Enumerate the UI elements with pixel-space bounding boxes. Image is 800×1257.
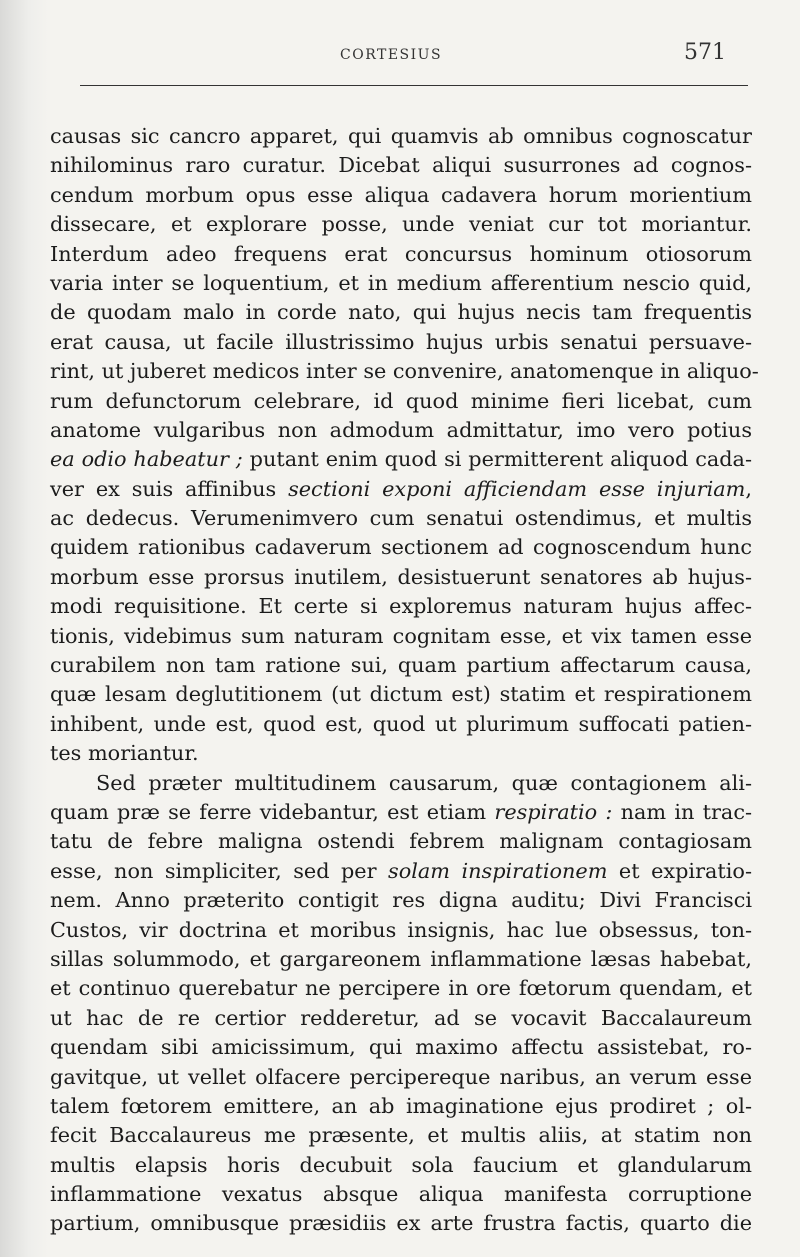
text-segment: modi requisitione. Et certe si exploremus naturam hujus affec- <box>50 594 752 619</box>
text-line <box>50 1092 752 1121</box>
text-line <box>50 945 752 974</box>
text-line <box>50 1063 752 1092</box>
italic-text: sectioni exponi afficiendam esse injuriam <box>288 476 746 501</box>
text-segment: ut hac de re certior redderetur, ad se vocavit Baccalaureum <box>50 1005 752 1030</box>
text-line <box>50 1209 752 1238</box>
page-edge-shadow <box>0 0 48 1257</box>
text-segment: quæ lesam deglutitionem (ut dictum est) statim et respirationem <box>50 682 752 707</box>
text-segment: fecit Baccalaureus me præsente, et multis aliis, at statim non <box>50 1123 752 1148</box>
text-line <box>50 1151 752 1180</box>
text-line <box>50 387 752 416</box>
text-line <box>50 827 752 856</box>
text-segment: morbum esse prorsus inutilem, desistuerunt senatores ab hujus- <box>50 564 752 589</box>
text-segment: et continuo querebatur ne percipere in ore fœtorum quendam, et <box>50 976 752 1001</box>
page-number: 571 <box>684 40 726 65</box>
text-segment: nem. Anno præterito contigit res digna auditu; Divi Francisci <box>50 888 752 913</box>
text-segment: causas sic cancro apparet, qui quamvis ab omnibus cognoscatur <box>50 124 752 148</box>
text-line <box>50 916 752 945</box>
italic-text: ea odio habeatur ; <box>50 447 243 472</box>
text-segment: et expiratio- <box>607 858 752 883</box>
text-line <box>50 122 752 151</box>
text-segment: inhibent, unde est, quod est, quod ut plurimum suffocati patien- <box>50 711 752 736</box>
text-segment: gavitque, ut vellet olfacere percipereque naribus, an verum esse <box>50 1064 752 1089</box>
text-segment: quam præ se ferre videbantur, est etiam <box>50 799 495 824</box>
text-segment: ver ex suis affinibus <box>50 476 289 501</box>
text-segment: , <box>745 476 752 501</box>
text-segment: tatu de febre maligna ostendi febrem malignam contagiosam <box>50 829 752 854</box>
page-header <box>0 38 800 78</box>
text-segment: sillas solummodo, et gargareonem inflammatione læsas habebat, <box>50 946 752 971</box>
text-segment: quidem rationibus cadaverum sectionem ad cognoscendum hunc <box>50 535 752 560</box>
text-segment: nam in trac- <box>612 799 753 824</box>
body-text <box>50 122 759 1239</box>
text-line <box>50 357 759 386</box>
text-line <box>50 739 752 768</box>
text-line <box>50 592 752 621</box>
text-segment: rum defunctorum celebrare, id quod minime fieri licebat, cum <box>50 388 752 413</box>
text-line <box>50 416 752 445</box>
text-line <box>50 857 752 886</box>
text-segment: dissecare, et explorare posse, unde veniat cur tot moriantur. <box>50 212 752 237</box>
text-segment: multis elapsis horis decubuit sola faucium et glandularum <box>50 1152 752 1177</box>
text-line <box>50 710 752 739</box>
text-line <box>50 769 752 798</box>
text-segment: inflammatione vexatus absque aliqua manifesta corruptione <box>50 1182 752 1207</box>
text-segment: Sed præter multitudinem causarum, quæ contagionem ali- <box>96 770 752 795</box>
text-line <box>50 798 752 827</box>
text-line <box>50 974 752 1003</box>
text-segment: partium, omnibusque præsidiis ex arte frustra factis, quarto die <box>50 1211 752 1236</box>
text-segment: talem fœtorem emittere, an ab imaginatione ejus prodiret ; ol- <box>50 1093 752 1118</box>
text-line <box>50 651 752 680</box>
text-line <box>50 563 752 592</box>
text-segment: Interdum adeo frequens erat concursus hominum otiosorum <box>50 241 752 266</box>
text-segment: tionis, videbimus sum naturam cognitam esse, et vix tamen esse <box>50 623 752 648</box>
text-segment: curabilem non tam ratione sui, quam partium affectarum causa, <box>50 653 752 678</box>
italic-text: solam inspirationem <box>388 858 608 883</box>
text-line <box>50 210 752 239</box>
text-segment: ac dedecus. Verumenimvero cum senatui ostendimus, et multis <box>50 506 752 531</box>
italic-text: respiratio : <box>494 799 613 824</box>
text-line <box>50 298 752 327</box>
text-line <box>50 1004 752 1033</box>
header-rule <box>80 85 748 86</box>
text-line <box>50 1121 752 1150</box>
text-line <box>50 181 752 210</box>
text-line <box>50 504 752 533</box>
text-segment: putant enim quod si permitterent aliquod cada- <box>242 447 752 472</box>
text-segment: anatome vulgaribus non admodum admittatur, imo vero potius <box>50 417 752 442</box>
text-segment: de quodam malo in corde nato, qui hujus necis tam frequentis <box>50 300 752 325</box>
text-line <box>50 475 752 504</box>
text-line <box>50 680 752 709</box>
text-segment: quendam sibi amicissimum, qui maximo affectu assistebat, ro- <box>50 1035 752 1060</box>
text-line <box>50 533 752 562</box>
text-segment: rint, ut juberet medicos inter se convenire, anatomenque in aliquo- <box>50 359 759 384</box>
text-segment: varia inter se loquentium, et in medium afferentium nescio quid, <box>50 270 752 295</box>
text-segment: esse, non simpliciter, sed per <box>50 858 389 883</box>
text-segment: nihilominus raro curatur. Dicebat aliqui susurrones ad cognos- <box>50 153 752 178</box>
text-segment: erat causa, ut facile illustrissimo hujus urbis senatui persuave- <box>50 329 752 354</box>
text-segment: cendum morbum opus esse aliqua cadavera horum morientium <box>50 182 752 207</box>
text-line <box>50 269 752 298</box>
text-line <box>50 622 752 651</box>
text-segment: tes moriantur. <box>50 741 199 766</box>
text-line <box>50 328 752 357</box>
text-line <box>50 886 752 915</box>
running-title: CORTESIUS <box>340 47 443 63</box>
text-segment: Custos, vir doctrina et moribus insignis, hac lue obsessus, ton- <box>50 917 752 942</box>
text-line <box>50 240 752 269</box>
text-line <box>50 151 752 180</box>
text-line <box>50 445 752 474</box>
text-line <box>50 1180 752 1209</box>
text-line <box>50 1033 752 1062</box>
